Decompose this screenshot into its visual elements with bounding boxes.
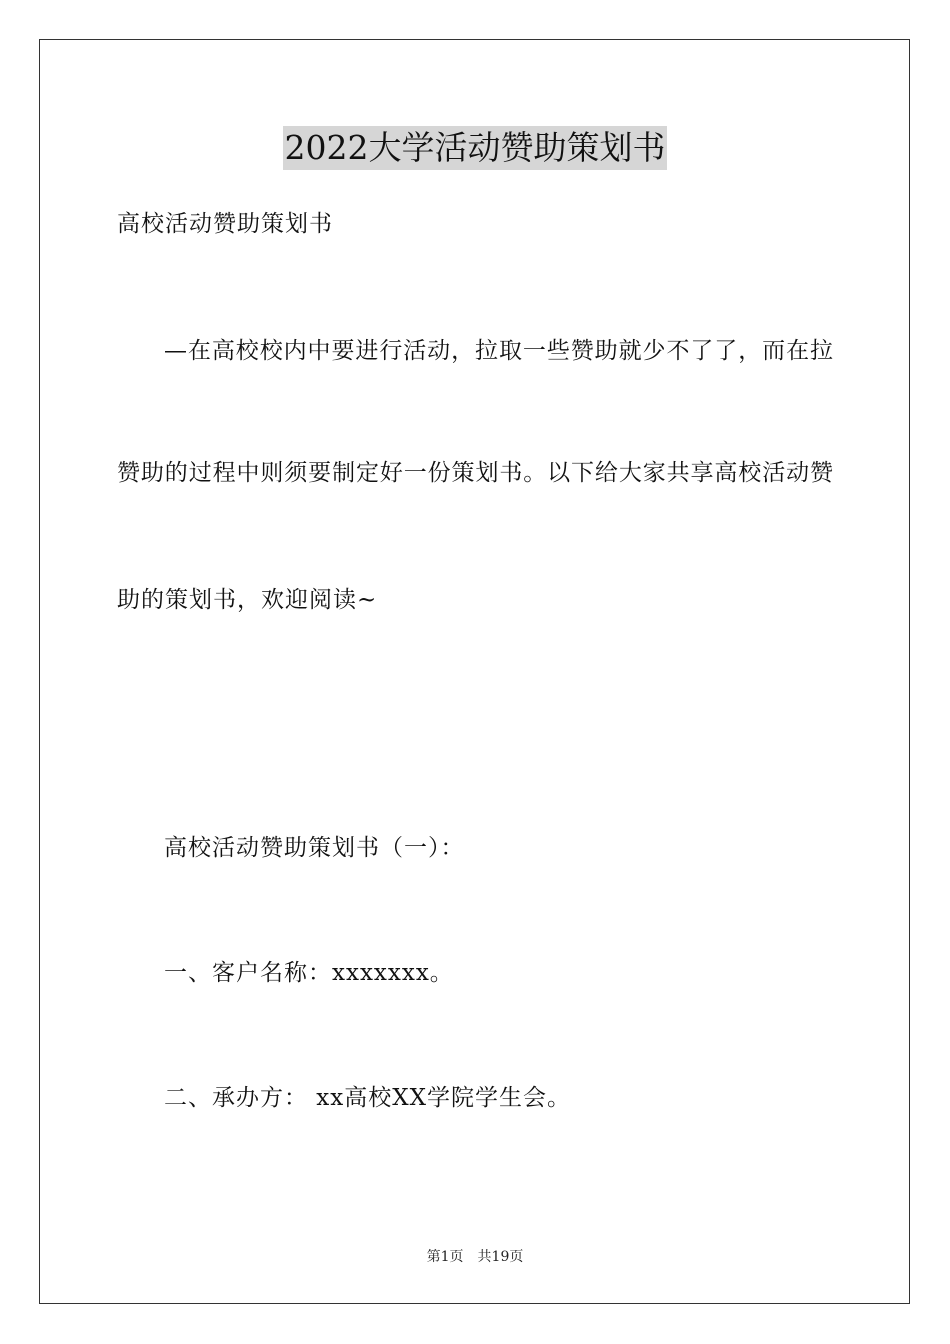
title-container [0, 126, 950, 170]
list-item-client-name: 一、客户名称：xxxxxxx。 [164, 960, 454, 986]
body-paragraph-line-1: —在高校校内中要进行活动，拉取一些赞助就少不了了，而在拉 [164, 338, 833, 364]
body-paragraph-line-3: 助的策划书，欢迎阅读~ [117, 587, 378, 613]
body-paragraph-line-2: 赞助的过程中则须要制定好一份策划书。以下给大家共享高校活动赞 [117, 460, 833, 486]
subtitle-line: 高校活动赞助策划书 [117, 211, 333, 237]
page-footer [0, 1247, 950, 1267]
page-total: 共19页 [477, 1249, 524, 1265]
page-number: 第1页 [426, 1249, 464, 1265]
document-title: 2022大学活动赞助策划书 [283, 126, 668, 170]
list-item-organizer: 二、承办方： xx高校XX学院学生会。 [164, 1085, 572, 1111]
section-heading: 高校活动赞助策划书（一）： [164, 835, 465, 861]
